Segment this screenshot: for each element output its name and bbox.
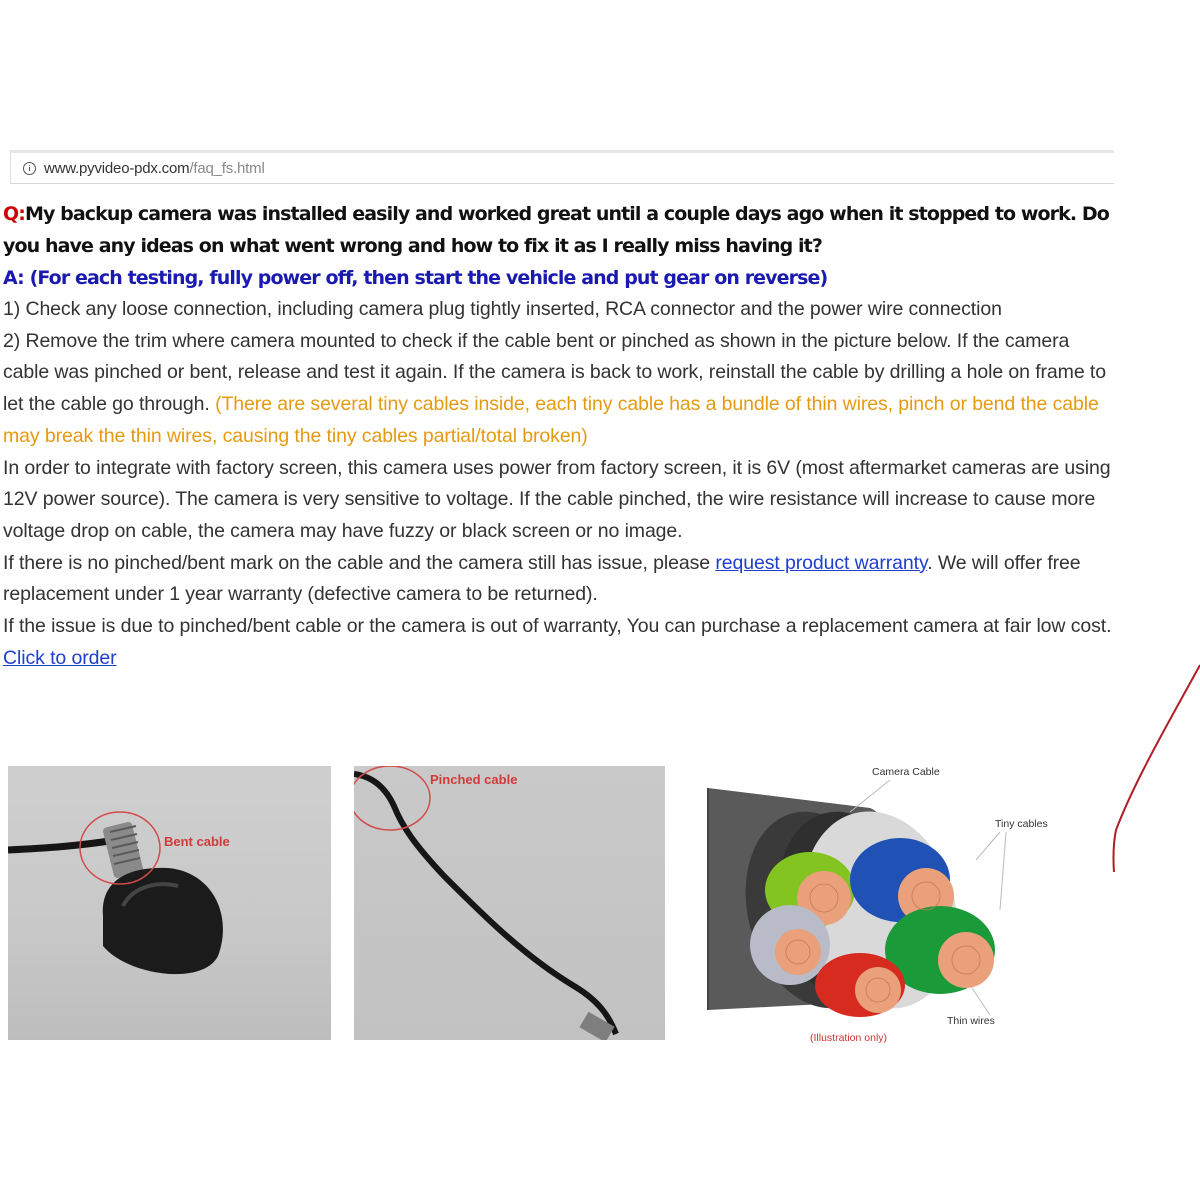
illustration-note: (Illustration only) — [810, 1032, 888, 1044]
info-circle-icon[interactable] — [23, 162, 36, 175]
bent-cable-photo — [8, 766, 331, 1040]
step-2-text: 2) Remove the trim where camera mounted to check if the cable bent or pinched as shown in the picture below. If the camera cable was pinched or bent, release and test it again. If the camera is back to work, reinstall the cable by drilling a hole on frame to let the cable go through. — [3, 329, 1106, 416]
warranty-paragraph: If there is no pinched/bent mark on the cable and the camera still has issue, please request product warranty. We will offer free replacement under 1 year warranty (defective camera to be returned). — [3, 551, 1081, 606]
click-to-order-link[interactable]: Click to order — [3, 646, 117, 669]
pinched-cable-photo — [354, 766, 665, 1040]
cable-cross-section-diagram — [700, 760, 1080, 1050]
cable-cross-section-illustration — [700, 760, 1080, 1050]
pinched-cable-label: Pinched cable — [430, 772, 518, 787]
step-1: 1) Check any loose connection, including camera plug tightly inserted, RCA connector and the power wire connection — [3, 298, 1002, 320]
question-tag: Q: — [3, 203, 25, 225]
url-text[interactable]: www.pyvideo-pdx.com/faq_fs.html — [44, 159, 265, 177]
address-bar[interactable] — [10, 150, 1114, 184]
camera-cable-label: Camera Cable — [872, 766, 940, 778]
faq-question — [3, 198, 1113, 262]
faq-answer-intro: A: (For each testing, fully power off, then start the vehicle and put gear on reverse) — [3, 267, 828, 289]
bent-cable-illustration — [8, 766, 331, 1040]
bent-cable-label: Bent cable — [164, 834, 230, 849]
thin-wires-label: Thin wires — [947, 1015, 995, 1027]
question-text: My backup camera was installed easily and worked great until a couple days ago when it stopped to work. Do you have any ideas on what went wrong and how to fix it as I really miss having it? — [3, 203, 1109, 257]
voltage-paragraph: In order to integrate with factory screen, this camera uses power from factory screen, it is 6V (most aftermarket cameras are using 12V power source). The camera is very sensitive to voltage. If the cable pinched, the wire resistance will increase to cause more voltage drop on cable, the camera may have fuzzy or black screen or no image. — [3, 456, 1111, 542]
tiny-cables-label: Tiny cables — [995, 818, 1048, 830]
step-2 — [3, 326, 1113, 453]
request-warranty-link[interactable]: request product warranty — [715, 551, 928, 574]
step-2-note: (There are several tiny cables inside, each tiny cable has a bundle of thin wires, pinch or bend the cable may break the thin wires, causing the tiny cables partial/total broken) — [3, 393, 1099, 447]
faq-content — [3, 198, 1113, 674]
purchase-paragraph: If the issue is due to pinched/bent cable or the camera is out of warranty, You can purchase a replacement camera at fair low cost. Click to order — [3, 615, 1112, 669]
pinched-cable-illustration — [354, 766, 665, 1040]
decorative-red-curve — [1100, 0, 1200, 1200]
